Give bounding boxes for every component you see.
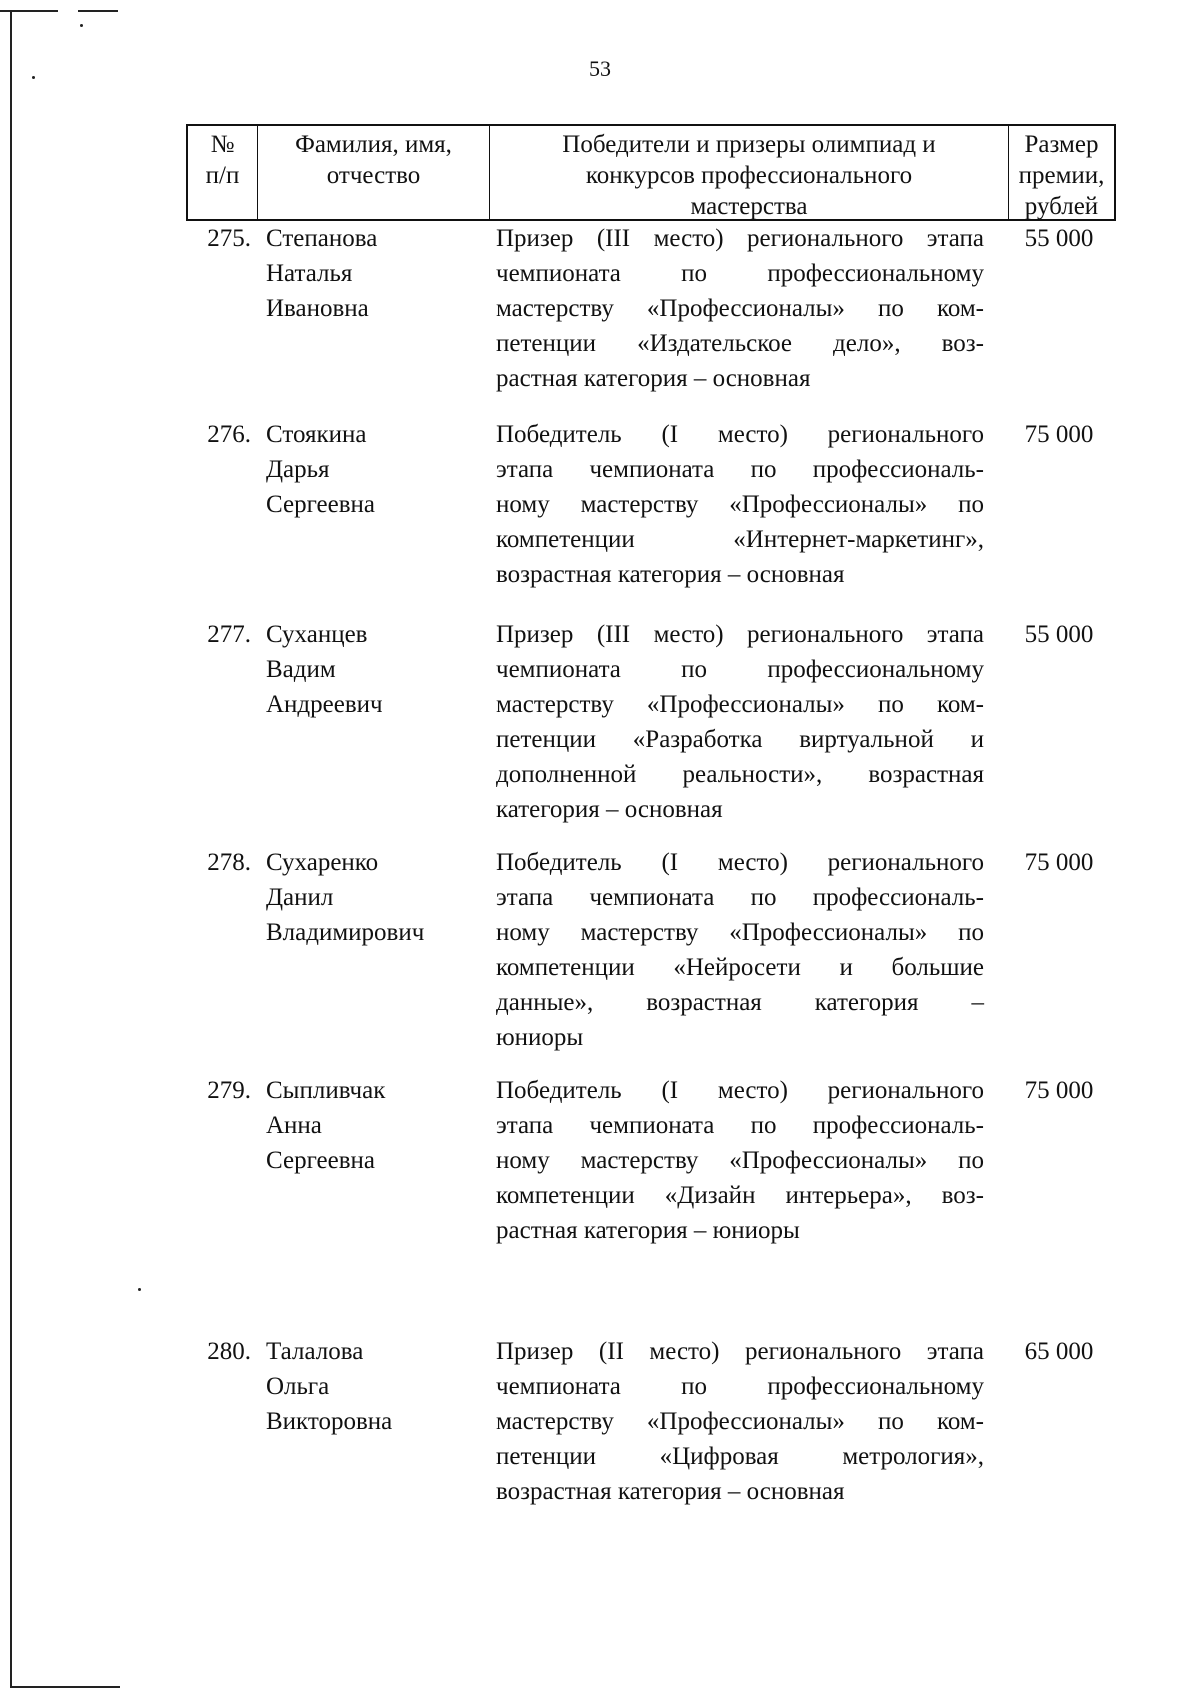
desc-line: ному мастерству «Профессионалы» по [496,1147,984,1174]
header-prize-line: Размер [1024,131,1099,158]
desc-line: петенции «Издательское дело», воз- [496,330,984,357]
desc-line: ному мастерству «Профессионалы» по [496,919,984,946]
desc-line: мастерству «Профессионалы» по ком- [496,691,984,718]
name-line: Суханцев [266,621,368,648]
header-prize-line: рублей [1024,193,1099,219]
row-number: 276. [207,421,251,448]
desc-line: растная категория – основная [496,365,811,392]
person-name [266,617,496,722]
name-line: Талалова [266,1338,364,1365]
desc-line: Призер (II место) регионального этапа [496,1338,984,1365]
name-line: Сергеевна [266,1147,375,1174]
scan-border-left [10,10,12,1688]
prize-amount: 55 000 [1024,225,1094,252]
table-header [186,124,1116,221]
row-number: 278. [207,849,251,876]
scan-border-top-right [78,10,118,12]
name-line: Сыпливчак [266,1077,386,1104]
desc-line: этапа чемпионата по профессиональ- [496,1112,984,1139]
scan-border-top [0,10,58,12]
name-line: Ивановна [266,295,369,322]
desc-line: мастерству «Профессионалы» по ком- [496,1408,984,1435]
award-description [496,1334,984,1509]
name-line: Сухаренко [266,849,379,876]
award-description [496,617,984,827]
header-name-line: Фамилия, имя, [295,131,452,158]
name-line: Владимирович [266,919,425,946]
desc-line: компетенции «Дизайн интерьера», воз- [496,1182,984,1209]
person-name [266,1073,496,1178]
award-description [496,845,984,1055]
prize-amount: 75 000 [1024,1077,1094,1104]
desc-line: возрастная категория – основная [496,561,845,588]
desc-line: категория – основная [496,796,723,823]
desc-line: чемпионата по профессиональному [496,656,984,683]
award-description [496,1073,984,1248]
name-line: Ольга [266,1373,330,1400]
desc-line: юниоры [496,1024,584,1051]
desc-line: петенции «Разработка виртуальной и [496,726,984,753]
header-num-line: п/п [205,162,240,189]
name-line: Данил [266,884,334,911]
header-name-line: отчество [326,162,421,189]
scan-speck [80,24,83,27]
desc-line: этапа чемпионата по профессиональ- [496,884,984,911]
desc-line: Победитель (I место) регионального [496,1077,984,1104]
desc-line: растная категория – юниоры [496,1217,800,1244]
row-number: 279. [207,1077,251,1104]
header-num [188,126,258,219]
desc-line: мастерству «Профессионалы» по ком- [496,295,984,322]
desc-line: этапа чемпионата по профессиональ- [496,456,984,483]
header-desc-line: мастерства [690,193,808,219]
row-number: 275. [207,225,251,252]
desc-line: возрастная категория – основная [496,1478,845,1505]
header-prize [1009,126,1114,219]
award-description [496,417,984,592]
name-line: Анна [266,1112,322,1139]
desc-line: Победитель (I место) регионального [496,849,984,876]
desc-line: петенции «Цифровая метрология», [496,1443,984,1470]
award-description [496,221,984,396]
desc-line: Победитель (I место) регионального [496,421,984,448]
name-line: Степанова [266,225,378,252]
name-line: Сергеевна [266,491,375,518]
name-line: Андреевич [266,691,383,718]
scan-border-bottom [10,1686,120,1688]
desc-line: компетенции «Нейросети и большие [496,954,984,981]
prize-amount: 75 000 [1024,849,1094,876]
scan-speck [138,1288,141,1291]
prize-amount: 55 000 [1024,621,1094,648]
page-number: 53 [589,56,611,81]
person-name [266,417,496,522]
header-name [258,126,490,219]
header-prize-line: премии, [1018,162,1105,189]
name-line: Наталья [266,260,353,287]
desc-line: чемпионата по профессиональному [496,1373,984,1400]
person-name [266,1334,496,1439]
header-num-line: № [210,131,235,158]
row-number: 277. [207,621,251,648]
name-line: Викторовна [266,1408,393,1435]
desc-line: данные», возрастная категория – [496,989,984,1016]
desc-line: Призер (III место) регионального этапа [496,621,984,648]
prize-amount: 75 000 [1024,421,1094,448]
desc-line: ному мастерству «Профессионалы» по [496,491,984,518]
row-number: 280. [207,1338,251,1365]
header-desc-line: Победители и призеры олимпиад и [562,131,936,158]
desc-line: чемпионата по профессиональному [496,260,984,287]
name-line: Вадим [266,656,336,683]
person-name [266,845,496,950]
desc-line: компетенции «Интернет-маркетинг», [496,526,984,553]
header-description [490,126,1009,219]
header-desc-line: конкурсов профессионального [585,162,913,189]
desc-line: Призер (III место) регионального этапа [496,225,984,252]
name-line: Дарья [266,456,330,483]
desc-line: дополненной реальности», возрастная [496,761,984,788]
name-line: Стоякина [266,421,367,448]
person-name [266,221,496,326]
prize-amount: 65 000 [1024,1338,1094,1365]
